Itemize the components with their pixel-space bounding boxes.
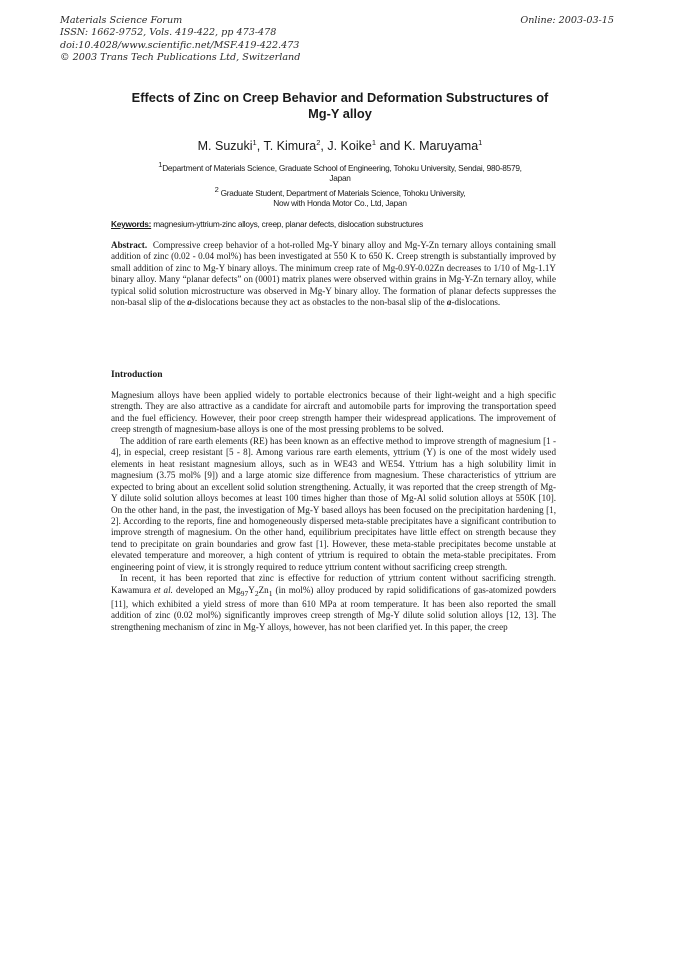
affiliation-text: Now with Honda Motor Co., Ltd, Japan [273, 198, 407, 209]
journal-doi: doi:10.4028/www.scientific.net/MSF.419-422.473 [60, 39, 300, 51]
author-name: M. Suzuki [197, 139, 253, 154]
keywords-text: magnesium-yttrium-zinc alloys, creep, planar defects, dislocation substructures [153, 219, 424, 229]
author-name: K. Maruyama [403, 139, 479, 154]
affiliation-mark: 1 [158, 160, 163, 169]
subscript: 97 [240, 588, 249, 598]
author-name: J. Koike [327, 139, 372, 154]
section-heading: Introduction [111, 370, 163, 380]
paragraph-text: Zn [258, 584, 269, 595]
affiliation-text: Graduate Student, Department of Materials Science, Tohoku University, [220, 187, 466, 198]
journal-header [60, 15, 300, 65]
online-date: Online: 2003-03-15 [520, 15, 614, 26]
author-affiliation-mark: 1 [252, 138, 257, 147]
author-list: M. Suzuki$^1$, T. Kimura$^2$, J. Koike$^1$ and K. Maruyama$^1$ [197, 138, 483, 154]
paragraph: Magnesium alloys have been applied widely to portable electronics because of their light-weight and a high specific strength. They are also attractive as a candidate for aircraft and automobile parts for improving the transportation speed and the fuel efficiency. However, their poor creep strength hamper their widespread applications. The improvement of creep strength of magnesium-base alloys is one of the most pressing problems to be solved. [111, 390, 556, 435]
abstract-text: -dislocations because they act as obstacles to the non-basal slip of the [191, 297, 447, 308]
author-affiliation-mark: 1 [478, 138, 483, 147]
paper-title [100, 90, 580, 121]
journal-issn: ISSN: 1662-9752, Vols. 419-422, pp 473-478 [60, 27, 277, 39]
abstract-italic-a: a [446, 297, 452, 308]
abstract-text: -dislocations. [451, 297, 501, 308]
affiliation-mark: 2 [214, 185, 219, 194]
title-line-1: Effects of Zinc on Creep Behavior and Deformation Substructures of [131, 90, 549, 105]
affiliation-text: Department of Materials Science, Graduate School of Engineering, Tohoku University, Sendai, 980-8579, [162, 162, 522, 173]
keywords-label: Keywords: [111, 219, 152, 229]
affiliation-1 [95, 160, 585, 184]
subscript: 1 [268, 588, 273, 598]
paragraph-italic: et al. [153, 584, 173, 595]
author-affiliation-mark: 1 [371, 138, 376, 147]
abstract-italic-a: a [187, 297, 192, 308]
paragraph: The addition of rare earth elements (RE) has been known as an effective method to improve strength of magnesium [1 - 4], in especial, creep resistant [5 - 8]. Among various rare earth elements, yttrium (Y) is one of the most widely used elements in heat resistant magnesium alloys, such as in WE43 and WE54. Yttrium has a high solubility limit in magnesium (3.75 mol% [9]) and a large atomic size difference from magnesium. These characteristics of yttrium are expected to bring about an excellent solid solution strengthening. Actually, it was reported that the creep strength of Mg-Y dilute solid solution alloys becomes at least 100 times higher than those of Mg-Al solid solution alloys at 550K [10]. On the other hand, in the past, the investigation of Mg-Y based alloys has been focused on the precipitation hardening [1, 2]. According to the reports, fine and homogeneously dispersed meta-stable precipitates have a significant contribution to improve strength of magnesium. On the other hand, equilibrium precipitates have little effect on strength because they tend to precipitate on grain boundaries and grow fast [1]. However, these meta-stable precipitates become unstable at elevated temperature and moreover, a high content of yttrium is required to obtain the meta-stable precipitates. From engineering point of view, it is strongly required to reduce yttrium content without sacrificing creep strength. [111, 435, 556, 572]
subscript: 2 [254, 588, 259, 598]
abstract-label: Abstract. [111, 240, 148, 250]
author-name: T. Kimura [263, 139, 317, 154]
affiliation-text: Japan [329, 173, 351, 184]
journal-name: Materials Science Forum [60, 15, 183, 26]
paragraph [111, 573, 556, 633]
paragraph-text: Y [248, 584, 255, 595]
paragraph-text: developed an Mg [172, 584, 241, 595]
author-conjunction: and [379, 139, 401, 154]
paragraph-text: In recent, it has been reported that zinc is effective for reduction of yttrium content without sacrificing strength. Kawamura [111, 573, 556, 595]
affiliation-2 [95, 185, 585, 209]
author-affiliation-mark: 2 [316, 138, 321, 147]
title-line-2: Mg-Y alloy [308, 105, 372, 121]
keywords [111, 219, 423, 229]
abstract-text: Compressive creep behavior of a hot-rolled Mg-Y binary alloy and Mg-Y-Zn ternary alloys containing small addition of zinc (0.02 - 0.04 mol%) has been investigated at 550 K to 650 K. Creep strength is substantially improved by small addition of zinc to Mg-Y binary alloys. The minimum creep rate of Mg-0.9Y-0.02Zn decreases to 1/10 of Mg-1.1Y binary alloy. Many “planar defects” on (0001) matrix planes were observed within grains in Mg-Y-Zn ternary alloy, while typical solid solution microstructure was observed in Mg-Y binary alloy. The formation of planar defects suppresses the non-basal slip of the [111, 240, 556, 308]
journal-copyright: © 2003 Trans Tech Publications Ltd, Switzerland [60, 52, 301, 64]
abstract [111, 240, 556, 309]
paragraph-text: (in mol%) alloy produced by rapid solidifications of gas-atomized powders [11], which exhibited a yield stress of more than 610 MPa at room temperature. It has been also reported the small addition of zinc (0.02 mol%) significantly improves creep strength of Mg-Y dilute solid solution alloys [12, 13]. The strengthening mechanism of zinc in Mg-Y alloys, however, has not been clarified yet. In this paper, the creep [111, 584, 557, 632]
introduction-body [111, 390, 556, 633]
